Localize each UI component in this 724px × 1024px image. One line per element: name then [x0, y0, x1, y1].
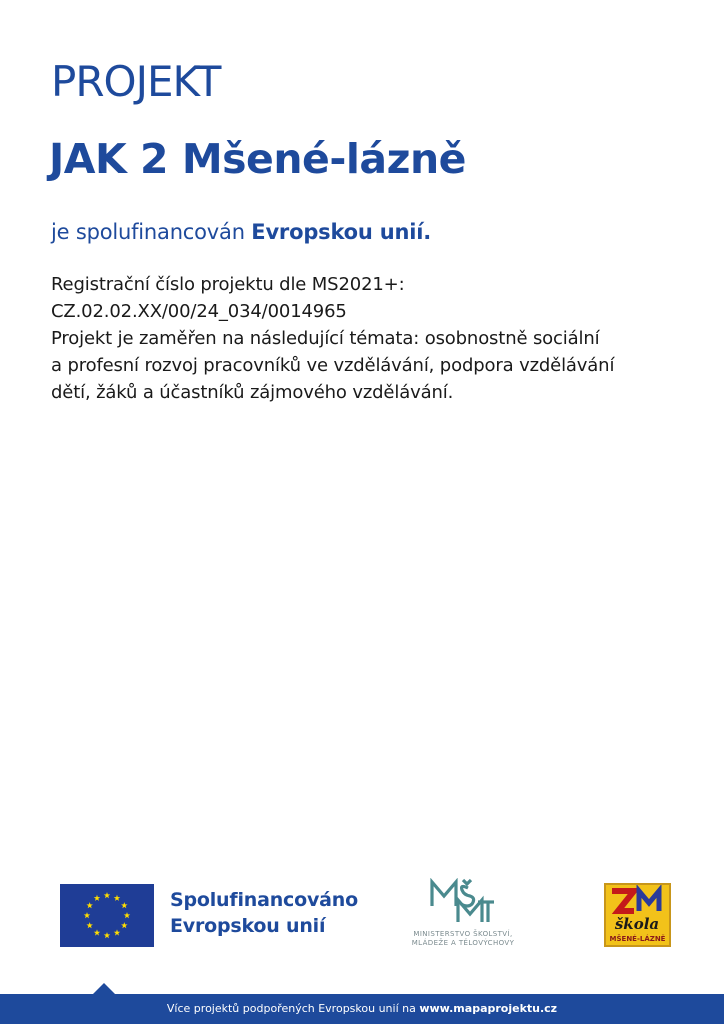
- eu-star-icon: [84, 912, 90, 918]
- eu-star-icon: [114, 895, 120, 901]
- school-caption: MŠENÉ-LÁZNĚ: [609, 935, 666, 943]
- cofinancing-emphasis: Evropskou unií.: [251, 220, 432, 244]
- msmt-caption-line: MINISTERSTVO ŠKOLSTVÍ,: [413, 930, 513, 938]
- school-emblem-icon: [606, 885, 669, 935]
- description-line: Projekt je zaměřen na následující témata: osobnostně sociální: [51, 328, 600, 349]
- project-title: JAK 2 Mšené-lázně: [49, 135, 466, 183]
- description-line: CZ.02.02.XX/00/24_034/0014965: [51, 301, 347, 322]
- project-label: PROJEKT: [51, 57, 221, 106]
- footer-text: [0, 994, 724, 1024]
- eu-cofinancing-label: [170, 887, 358, 939]
- eu-label-line: Spolufinancováno: [170, 889, 358, 911]
- eu-star-icon: [94, 895, 100, 901]
- eu-star-icon: [121, 922, 127, 928]
- eu-star-icon: [86, 922, 92, 928]
- description-line: dětí, žáků a účastníků zájmového vzdělávání.: [51, 382, 454, 403]
- cofinancing-statement: [51, 217, 431, 247]
- description-line: a profesní rozvoj pracovníků ve vzdělávání, podpora vzdělávání: [51, 355, 615, 376]
- eu-star-icon: [86, 902, 92, 908]
- eu-star-icon: [104, 932, 110, 938]
- description-line: Registrační číslo projektu dle MS2021+:: [51, 274, 405, 295]
- eu-stars-icon: [60, 884, 154, 947]
- eu-label-line: Evropskou unií: [170, 915, 326, 937]
- msmt-caption-line: MLÁDEŽE A TĚLOVÝCHOVY: [411, 939, 515, 947]
- svg-text:škola: škola: [614, 915, 660, 933]
- msmt-monogram-icon: [428, 878, 498, 926]
- eu-star-icon: [124, 912, 130, 918]
- eu-star-icon: [121, 902, 127, 908]
- eu-star-icon: [104, 892, 110, 898]
- footer-prefix: Více projektů podpořených Evropskou unií na: [166, 1002, 420, 1015]
- footer-link[interactable]: www.mapaprojektu.cz: [419, 1002, 558, 1015]
- msmt-caption: [398, 930, 528, 948]
- cofinancing-prefix: je spolufinancován: [51, 220, 252, 244]
- project-description: [51, 271, 691, 406]
- eu-star-icon: [94, 929, 100, 935]
- eu-flag-logo: [60, 884, 154, 947]
- eu-star-icon: [114, 929, 120, 935]
- msmt-logo: [398, 878, 528, 948]
- school-logo: [604, 883, 671, 947]
